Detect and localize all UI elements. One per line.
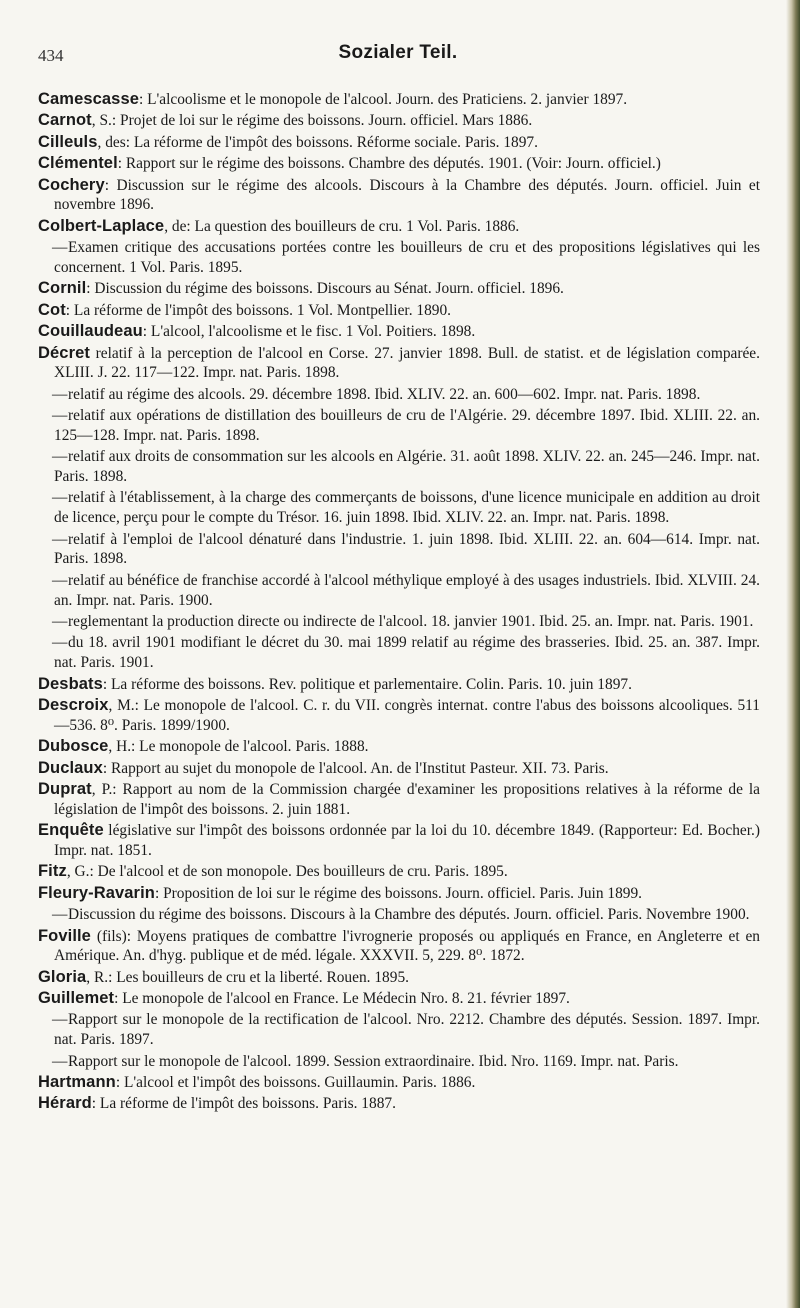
bibliography-entry [38, 927, 760, 967]
continuation-dash: — [52, 385, 68, 403]
continuation-dash: — [52, 239, 68, 257]
bibliography-entry [38, 385, 760, 405]
entry-text: : La réforme de l'impôt des boissons. Paris. 1887. [91, 1095, 396, 1113]
bibliography-entry [38, 1010, 760, 1050]
entry-author: Duprat [38, 779, 92, 798]
entry-text: , S.: Projet de loi sur le régime des boissons. Journ. officiel. Mars 1886. [91, 112, 533, 130]
entry-text: relatif à l'emploi de l'alcool dénaturé dans l'industrie. 1. juin 1898. Ibid. XLIII. 22. an. 604—614. Impr. nat. Paris. 1898. [54, 530, 760, 568]
entry-text: , de: La question des bouilleurs de cru. 1 Vol. Paris. 1886. [164, 217, 520, 235]
bibliography-entry [38, 344, 760, 384]
continuation-dash: — [52, 634, 68, 652]
bibliography-entry [38, 696, 760, 736]
continuation-dash: — [52, 1011, 68, 1029]
bibliography-entry [38, 447, 760, 487]
entry-text: Examen critique des accusations portées contre les bouilleurs de cru et des propositions législatives qui les concernent. 1 Vol. Paris. 1895. [54, 239, 760, 276]
entry-text: Rapport sur le monopole de la rectification de l'alcool. Nro. 2212. Chambre des députés. Session. 1897. Impr. nat. Paris. 1897. [54, 1011, 760, 1049]
bibliography-entry [38, 154, 760, 174]
entry-text: , P.: Rapport au nom de la Commission chargée d'examiner les propositions relatives à la réforme de la législation de l'impôt des boissons. 2. juin 1881. [54, 780, 760, 818]
bibliography-entry [38, 111, 760, 131]
entry-author: Carnot [38, 111, 92, 130]
entry-author: Enquête [38, 821, 104, 840]
entry-author: Hérard [38, 1094, 92, 1113]
entry-author: Décret [38, 343, 90, 362]
bibliography-list [38, 90, 760, 1116]
bibliography-entry [38, 1073, 760, 1093]
entry-text: : L'alcoolisme et le monopole de l'alcool. Journ. des Praticiens. 2. janvier 1897. [139, 91, 628, 108]
entry-author: Couillaudeau [38, 322, 143, 341]
bibliography-entry [38, 884, 760, 904]
entry-text: Rapport sur le monopole de l'alcool. 1899. Session extraordinaire. Ibid. Nro. 1169. Impr. nat. Paris. [68, 1052, 679, 1070]
entry-text: : Proposition de loi sur le régime des boissons. Journ. officiel. Paris. Juin 1899. [154, 884, 643, 902]
entry-author: Duclaux [38, 758, 103, 777]
entry-author: Foville [38, 926, 91, 945]
bibliography-entry [38, 217, 760, 237]
entry-text: : La réforme de l'impôt des boissons. 1 Vol. Montpellier. 1890. [65, 301, 452, 319]
bibliography-entry [38, 279, 760, 299]
entry-text: , H.: Le monopole de l'alcool. Paris. 1888. [108, 738, 369, 756]
bibliography-entry [38, 633, 760, 673]
bibliography-entry [38, 862, 760, 882]
bibliography-entry [38, 90, 760, 110]
continuation-dash: — [52, 906, 68, 924]
entry-text: relatif au bénéfice de franchise accordé à l'alcool méthylique employé à des usages industriels. Ibid. XLVIII. 24. an. Impr. nat. Paris. 1900. [54, 571, 760, 609]
page-edge-shadow [786, 0, 800, 1308]
entry-text: : La réforme des boissons. Rev. politique et parlementaire. Colin. Paris. 10. juin 1897. [102, 675, 632, 693]
entry-author: Desbats [38, 674, 103, 693]
entry-text: : Le monopole de l'alcool en France. Le Médecin Nro. 8. 21. février 1897. [114, 990, 570, 1008]
entry-author: Colbert-Laplace [38, 216, 165, 235]
bibliography-entry [38, 1094, 760, 1114]
entry-text: , G.: De l'alcool et de son monopole. Des bouilleurs de cru. Paris. 1895. [66, 863, 508, 881]
entry-author: Clémentel [38, 154, 118, 173]
entry-author: Dubosce [38, 737, 109, 756]
entry-text: relatif aux opérations de distillation des bouilleurs de cru de l'Algérie. 29. décembre 1897. Ibid. XLIII. 22. an. 125—128. Impr. nat. Paris. 1898. [54, 407, 760, 444]
bibliography-entry [38, 238, 760, 278]
entry-text: : L'alcool, l'alcoolisme et le fisc. 1 Vol. Poitiers. 1898. [142, 323, 476, 341]
page-number: 434 [38, 46, 64, 65]
entry-text: : Rapport au sujet du monopole de l'alcool. An. de l'Institut Pasteur. XII. 73. Paris. [102, 759, 609, 777]
continuation-dash: — [52, 407, 68, 425]
continuation-dash: — [52, 448, 68, 466]
entry-text: : Rapport sur le régime des boissons. Chambre des députés. 1901. (Voir: Journ. officiel.) [117, 155, 661, 173]
bibliography-entry [38, 905, 760, 925]
bibliography-entry [38, 406, 760, 446]
bibliography-entry [38, 322, 760, 342]
bibliography-entry [38, 133, 760, 153]
entry-text: reglementant la production directe ou indirecte de l'alcool. 18. janvier 1901. Ibid. 25. an. Impr. nat. Paris. 1901. [68, 613, 754, 631]
entry-author: Fitz [38, 862, 67, 881]
continuation-dash: — [52, 571, 68, 589]
entry-author: Fleury-Ravarin [38, 883, 155, 902]
entry-text: (fils): Moyens pratiques de combattre l'ivrognerie proposés ou appliqués en France, en Angleterre et en Amérique. An. d'hyg. publique et de méd. légale. XXXVII. 5, 229. 8⁰. 1872. [54, 927, 760, 965]
entry-author: Descroix [38, 695, 109, 714]
entry-text: , R.: Les bouilleurs de cru et la liberté. Rouen. 1895. [86, 968, 409, 986]
continuation-dash: — [52, 613, 68, 631]
entry-author: Cochery [38, 175, 105, 194]
entry-text: législative sur l'impôt des boissons ordonnée par la loi du 10. décembre 1849. (Rapporteur: Ed. Bocher.) Impr. nat. 1851. [54, 822, 760, 859]
bibliography-entry [38, 612, 760, 632]
bibliography-entry [38, 759, 760, 779]
bibliography-entry [38, 989, 760, 1009]
entry-text: relatif au régime des alcools. 29. décembre 1898. Ibid. XLIV. 22. an. 600—602. Impr. nat. Paris. 1898. [68, 385, 701, 403]
entry-text: : Discussion du régime des boissons. Discours au Sénat. Journ. officiel. 1896. [86, 280, 564, 298]
entry-text: , M.: Le monopole de l'alcool. C. r. du VII. congrès internat. contre l'abus des boissons alcooliques. 511—536. 8⁰. Paris. 1899/1900. [54, 696, 760, 734]
continuation-dash: — [52, 1052, 68, 1070]
bibliography-entry [38, 301, 760, 321]
bibliography-entry [38, 176, 760, 216]
entry-text: du 18. avril 1901 modifiant le décret du 30. mai 1899 relatif au régime des brasseries. Ibid. 25. an. 387. Impr. nat. Paris. 1901. [54, 634, 760, 672]
entry-author: Cilleuls [38, 132, 98, 151]
entry-text: Discussion du régime des boissons. Discours à la Chambre des députés. Journ. officiel. Paris. Novembre 1900. [68, 906, 750, 924]
entry-author: Gloria [38, 967, 87, 986]
entry-text: : Discussion sur le régime des alcools. Discours à la Chambre des députés. Journ. officiel. Juin et novembre 1896. [54, 176, 760, 214]
bibliography-entry [38, 821, 760, 861]
entry-author: Cot [38, 300, 66, 319]
continuation-dash: — [52, 489, 68, 507]
entry-author: Hartmann [38, 1073, 116, 1092]
entry-text: , des: La réforme de l'impôt des boissons. Réforme sociale. Paris. 1897. [97, 133, 538, 151]
bibliography-entry [38, 1052, 760, 1072]
bibliography-entry [38, 488, 760, 528]
continuation-dash: — [52, 530, 68, 548]
bibliography-entry [38, 571, 760, 611]
entry-text: relatif aux droits de consommation sur les alcools en Algérie. 31. août 1898. XLIV. 22. an. 245—246. Impr. nat. Paris. 1898. [54, 448, 760, 486]
entry-author: Guillemet [38, 989, 115, 1008]
page-header [38, 40, 758, 70]
running-head-title: Sozialer Teil. [338, 42, 458, 63]
bibliography-entry [38, 737, 760, 757]
entry-text: : L'alcool et l'impôt des boissons. Guillaumin. Paris. 1886. [115, 1074, 476, 1092]
entry-text: relatif à l'établissement, à la charge des commerçants de boissons, d'une licence municipale en addition au droit de licence, perçu pour le compte du Trésor. 16. juin 1898. Ibid. XLIV. 22. an. Impr. nat. Paris. 1898. [54, 489, 760, 527]
entry-text: relatif à la perception de l'alcool en Corse. 27. janvier 1898. Bull. de statist. et de législation comparée. XLIII. J. 22. 117—122. Impr. nat. Paris. 1898. [54, 344, 760, 382]
entry-author: Camescasse [38, 90, 139, 108]
bibliography-entry [38, 530, 760, 570]
bibliography-entry [38, 968, 760, 988]
entry-author: Cornil [38, 279, 87, 298]
bibliography-entry [38, 780, 760, 820]
bibliography-entry [38, 675, 760, 695]
